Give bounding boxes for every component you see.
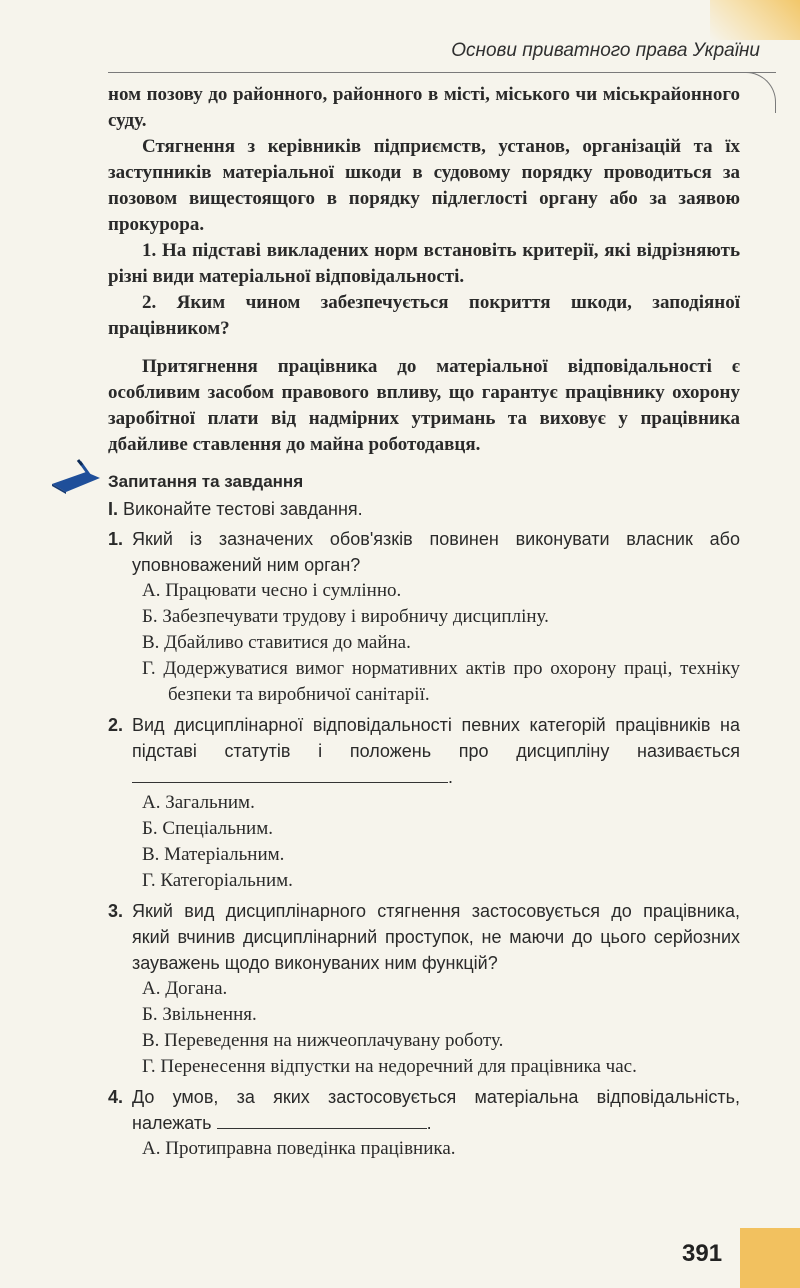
question-3-option-c: В. Переведення на нижчеоплачувану роботу.	[142, 1030, 504, 1051]
question-1-option-b: Б. Забезпечувати трудову і виробничу дисципліну.	[142, 606, 549, 627]
question-1-option-c: В. Дбайливо ставитися до майна.	[142, 632, 411, 653]
question-3-option-a: А. Догана.	[142, 978, 228, 999]
corner-decoration-top	[710, 0, 800, 40]
header-rule-curve	[745, 72, 776, 113]
question-1	[108, 526, 740, 578]
question-2-option-a: А. Загальним.	[142, 792, 255, 813]
question-2	[108, 712, 740, 790]
page-number: 391	[682, 1240, 723, 1267]
section-text: Виконайте тестові завдання.	[123, 499, 363, 519]
pen-notebook-icon	[46, 458, 102, 501]
paragraph-5: Притягнення працівника до матеріальної відповідальності є особливим засобом правового впливу, що гарантує працівнику охорону заробітної плати від надмірних утримань та виховує у працівника дбайливе ставлення до майна роботодавця.	[108, 356, 740, 455]
question-2-blank	[132, 766, 448, 783]
question-1-text: Який із зазначених обов'язків повинен виконувати власник або уповноважений ним орган?	[132, 529, 740, 575]
spacer	[108, 342, 740, 354]
question-3-number: 3.	[108, 901, 124, 921]
section-label: І.	[108, 499, 119, 519]
question-4-option-a: А. Протиправна поведінка працівника.	[142, 1138, 456, 1159]
question-1-number: 1.	[108, 529, 124, 549]
question-1-option-d: Г. Додержуватися вимог нормативних актів про охорону праці, техніку безпеки та виробничої санітарії.	[142, 658, 740, 705]
question-4-text: До умов, за яких застосовується матеріальна відповідальність, належать	[132, 1087, 740, 1133]
paragraph-1: ном позову до районного, районного в місті, міського чи міськрайонного суду.	[108, 84, 740, 131]
question-1-option-a: А. Працювати чесно і сумлінно.	[142, 580, 402, 601]
question-3-text: Який вид дисциплінарного стягнення застосовується до працівника, який вчинив дисциплінарний проступок, не маючи до цього серйозних зауважень щодо виконуваних ним функцій?	[132, 901, 740, 973]
section-instruction	[108, 496, 740, 522]
question-4-blank	[217, 1112, 427, 1129]
paragraph-3: 1. На підставі викладених норм встановіть критерії, які відрізняють різні види матеріальної відповідальності.	[108, 240, 740, 287]
question-3-option-b: Б. Звільнення.	[142, 1004, 257, 1025]
question-4-number: 4.	[108, 1087, 124, 1107]
question-2-option-b: Б. Спеціальним.	[142, 818, 273, 839]
question-4-end: .	[426, 1113, 432, 1133]
header-rule	[108, 72, 776, 73]
question-2-text: Вид дисциплінарної відповідальності певних категорій працівників на підставі статутів і положень про дисципліну називається	[132, 715, 740, 761]
paragraph-4: 2. Яким чином забезпечується покриття шкоди, заподіяної працівником?	[108, 292, 740, 339]
paragraph-2: Стягнення з керівників підприємств, установ, організацій та їх заступників матеріальної шкоди в судовому порядку проводиться за позовом вищестоящого в порядку підлеглості органу або за заявою прокурора.	[108, 136, 740, 235]
running-header: Основи приватного права України	[451, 40, 760, 61]
question-3	[108, 898, 740, 976]
page-content	[108, 82, 740, 1162]
question-2-end: .	[448, 767, 454, 787]
question-2-option-d: Г. Категоріальним.	[142, 870, 293, 891]
question-3-option-d: Г. Перенесення відпустки на недоречний для працівника час.	[142, 1056, 637, 1077]
questions-heading	[108, 470, 740, 494]
questions-heading-text: Запитання та завдання	[108, 472, 304, 491]
question-4	[108, 1084, 740, 1136]
question-2-number: 2.	[108, 715, 124, 735]
corner-decoration-bottom	[740, 1228, 800, 1288]
question-2-option-c: В. Матеріальним.	[142, 844, 285, 865]
